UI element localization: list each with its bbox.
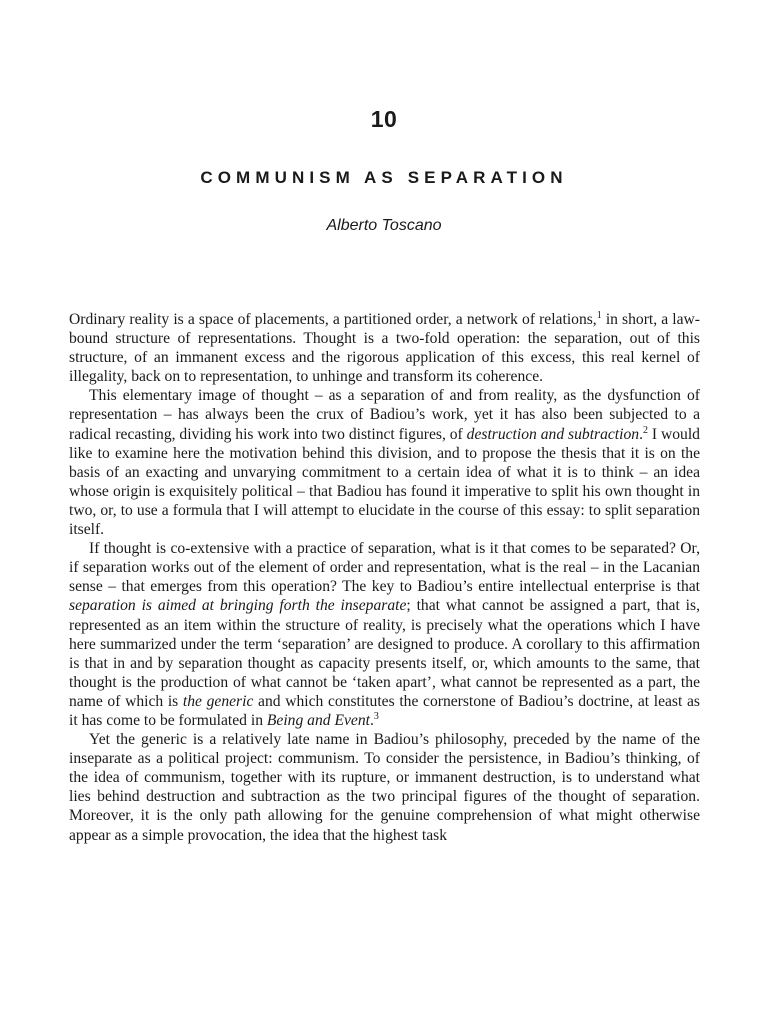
paragraph-2: [69, 386, 700, 539]
chapter-body: [69, 310, 700, 845]
footnote-marker: 2: [642, 424, 648, 436]
chapter-number: 10: [370, 106, 398, 132]
text-run: and which constitutes the cornerstone of Badiou’s doctrine, at least as it has come to be formulated in: [69, 692, 700, 729]
italic-phrase: separation is aimed at bringing forth the inseparate: [69, 597, 407, 615]
footnote-marker: 3: [373, 710, 379, 722]
footnote-marker: 1: [596, 310, 602, 321]
text-run: This elementary image of thought – as a separation of and from reality, as the dysfunction of representation – has always been the crux of Badiou’s work, yet it has also been subjected to a radical recasting, dividing his work into two distinct figures, of: [69, 387, 700, 443]
text-run: If thought is co-extensive with a practice of separation, what is it that comes to be separated? Or, if separation works out of the element of order and representation, what is the real – in the Lacanian sense – that emerges from this operation? The key to Badiou’s entire intellectual enterprise is that: [69, 540, 700, 596]
italic-phrase: Being and Event: [266, 711, 370, 729]
paragraph-3: [69, 539, 700, 730]
paragraph-1: [69, 310, 700, 386]
text-run: ; that what cannot be assigned a part, that is, represented as an item within the structure of reality, is precisely what the operations which I have here summarized under the term ‘separation’ are designed to produce. A corollary to this affirmation is that in and by separation thought as capacity presents itself, or, which amounts to the same, that thought is the production of what cannot be ‘taken apart’, what cannot be represented as a part, the name of which is: [69, 597, 700, 710]
italic-phrase: destruction and subtraction: [466, 425, 640, 443]
text-run: .: [639, 425, 643, 443]
text-run: Yet the generic is a relatively late name in Badiou’s philosophy, preceded by the name of the inseparate as a political project: communism. To consider the persistence, in Badiou’s thinking, of the idea of communism, together with its rupture, or immanent destruction, is to understand what lies behind destruction and subtraction as the two principal figures of the thought of separation. Moreover, it is the only path allowing for the genuine comprehension of what might otherwise appear as a simple provocation, the idea that the highest task: [69, 731, 700, 844]
text-run: in short, a law-bound structure of representations. Thought is a two-fold operation: the separation, out of this structure, of an immanent excess and the rigorous application of this excess, this real kernel of illegality, back on to representation, to unhinge and transform its coherence.: [69, 311, 700, 386]
chapter-author: Alberto Toscano: [326, 217, 442, 234]
text-run: Ordinary reality is a space of placements, a partitioned order, a network of relations,: [69, 311, 597, 328]
text-run: .: [369, 711, 374, 729]
text-run: I would like to examine here the motivation behind this division, and to propose the thesis that it is on the basis of an exacting and unvarying commitment to a certain idea of what it is to think – an idea whose origin is exquisitely political – that Badiou has found it imperative to split his own thought in two, or, to use a formula that I will attempt to elucidate in the course of this essay: to split separation itself.: [69, 425, 700, 539]
chapter-title: COMMUNISM AS SEPARATION: [200, 168, 568, 187]
paragraph-4: [69, 730, 700, 845]
italic-phrase: the generic: [182, 692, 254, 710]
